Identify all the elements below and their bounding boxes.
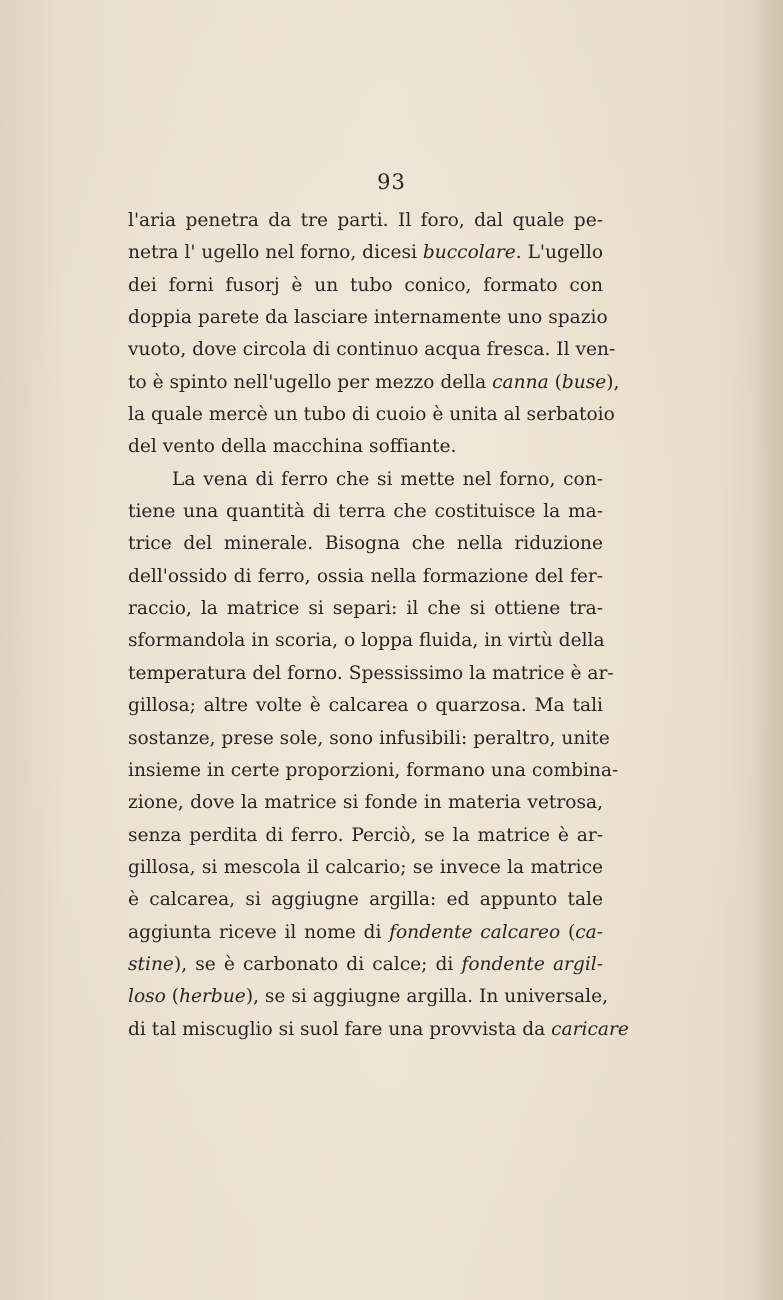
italic-term: buccolare	[422, 242, 516, 264]
text-segment: gillosa, si mescola il calcario; se invece la matrice	[128, 856, 603, 878]
text-segment: sostanze, prese sole, sono infusibili: peraltro, unite	[128, 727, 610, 749]
text-segment: doppia parete da lasciare internamente uno spazio	[128, 307, 608, 329]
italic-term: ca-	[575, 921, 603, 943]
text-segment: raccio, la matrice si separi: il che si ottiene tra-	[128, 598, 603, 620]
text-line	[128, 690, 603, 722]
italic-term: buse	[561, 371, 607, 393]
text-segment: trice del minerale. Bisogna che nella riduzione	[128, 533, 603, 555]
italic-term: caricare	[551, 1018, 629, 1040]
text-segment: netra l' ugello nel forno, dicesi	[128, 242, 423, 264]
text-line	[128, 884, 603, 916]
text-line	[128, 820, 603, 852]
text-segment: è calcarea, si aggiugne argilla: ed appunto tale	[128, 889, 603, 911]
italic-term: fondente calcareo	[389, 921, 561, 943]
text-segment: ),	[606, 371, 620, 393]
text-line	[128, 917, 603, 949]
text-segment: sformandola in scoria, o loppa fluida, in virtù della	[128, 630, 605, 652]
italic-term: fondente argil-	[461, 953, 604, 975]
text-line	[128, 431, 603, 463]
text-segment: zione, dove la matrice si fonde in materia vetrosa,	[128, 792, 603, 814]
text-line	[128, 852, 603, 884]
text-line	[128, 270, 603, 302]
text-line	[128, 981, 608, 1013]
text-line	[128, 464, 603, 496]
text-segment: (	[548, 371, 562, 393]
text-segment: di tal miscuglio si suol fare una provvista da	[128, 1018, 552, 1040]
text-segment: ), se si aggiugne argilla. In universale,	[245, 986, 608, 1008]
text-segment: tiene una quantità di terra che costituisce la ma-	[128, 501, 603, 523]
text-segment: l'aria penetra da tre parti. Il foro, dal quale pe-	[128, 210, 603, 231]
text-segment: (	[560, 921, 576, 943]
text-segment: (	[165, 986, 180, 1008]
text-line	[128, 334, 616, 366]
text-line	[128, 302, 608, 334]
text-segment: ), se è carbonato di calce; di	[173, 953, 462, 975]
text-line	[128, 1014, 629, 1046]
text-segment: dei forni fusorj è un tubo conico, formato con	[128, 274, 603, 296]
text-segment: . L'ugello	[515, 242, 604, 264]
text-line	[128, 787, 603, 819]
text-line	[128, 593, 603, 625]
text-segment: La vena di ferro che si mette nel forno, con-	[172, 468, 603, 490]
text-line	[128, 399, 615, 431]
text-line	[128, 561, 603, 593]
italic-term: herbue	[179, 986, 246, 1008]
body-text	[128, 205, 629, 1046]
italic-term: stine	[128, 953, 174, 975]
italic-term: loso	[128, 986, 166, 1008]
text-line	[128, 237, 603, 269]
text-segment: vuoto, dove circola di continuo acqua fresca. Il ven-	[128, 339, 616, 361]
text-line	[128, 658, 614, 690]
text-line	[128, 528, 603, 560]
text-line	[128, 625, 603, 657]
page-number: 93	[377, 170, 406, 194]
text-line	[128, 367, 620, 399]
text-segment: aggiunta riceve il nome di	[128, 921, 390, 943]
text-line	[128, 496, 603, 528]
text-line	[128, 949, 603, 981]
text-segment: insieme in certe proporzioni, formano una combina-	[128, 759, 619, 781]
text-segment: gillosa; altre volte è calcarea o quarzosa. Ma tali	[128, 695, 603, 717]
text-segment: temperatura del forno. Spessissimo la matrice è ar-	[128, 662, 614, 684]
text-segment: dell'ossido di ferro, ossia nella formazione del fer-	[128, 565, 603, 587]
text-segment: to è spinto nell'ugello per mezzo della	[128, 371, 493, 393]
text-line	[128, 723, 610, 755]
text-segment: la quale mercè un tubo di cuoio è unita al serbatoio	[128, 404, 615, 426]
text-line	[128, 755, 619, 787]
text-segment: senza perdita di ferro. Perciò, se la matrice è ar-	[128, 824, 603, 846]
text-line	[128, 205, 603, 237]
italic-term: canna	[492, 371, 549, 393]
text-segment: del vento della macchina soffiante.	[128, 436, 457, 458]
